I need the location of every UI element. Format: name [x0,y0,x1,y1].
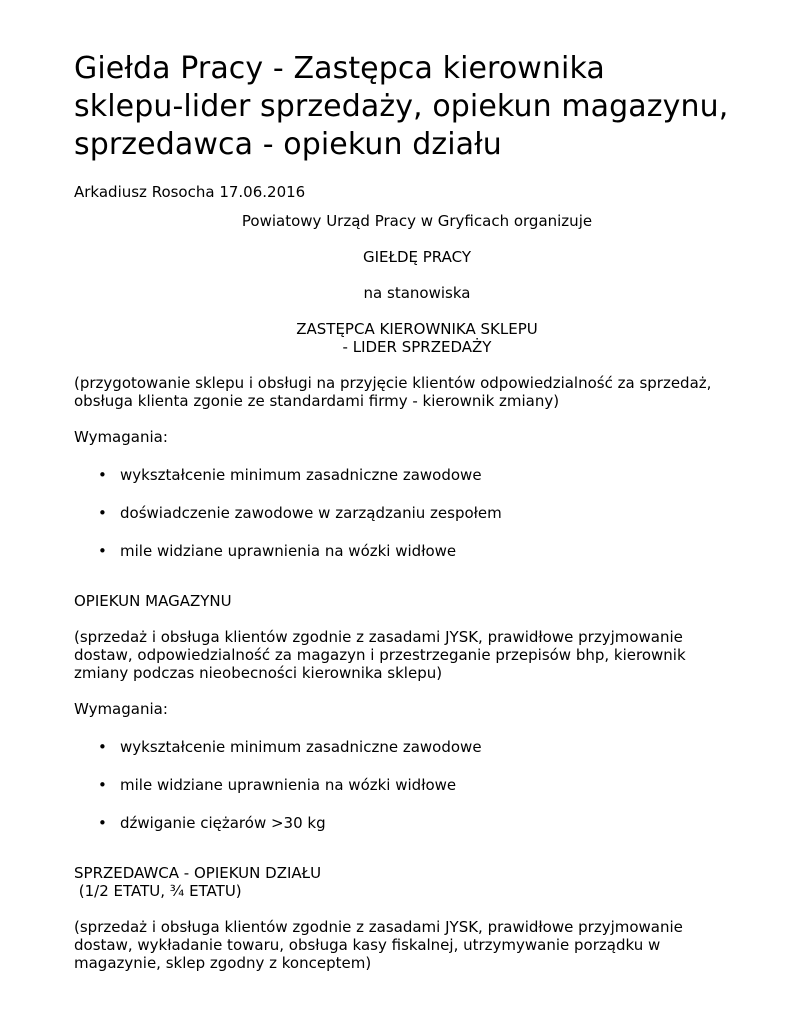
title-line: sprzedawca - opiekun działu [74,127,502,162]
author-date: Arkadiusz Rosocha 17.06.2016 [74,183,306,201]
heading-line: SPRZEDAWCA - OPIEKUN DZIAŁU [74,864,322,882]
list-item-text: mile widziane uprawnienia na wózki widłowe [120,542,457,560]
section2-heading: OPIEKUN MAGAZYNU [74,592,232,610]
heading-line: (1/2 ETATU, ¾ ETATU) [74,882,242,900]
document-page [74,50,764,972]
list-item [74,466,764,484]
bullet-icon: • [98,504,107,522]
intro-positions-label: na stanowiska [363,284,471,302]
list-item-text: dźwiganie ciężarów >30 kg [120,814,326,832]
list-item [74,504,764,522]
list-item [74,814,764,832]
desc-line: (sprzedaż i obsługa klientów zgodnie z zasadami JYSK, prawidłowe przyjmowanie [74,628,683,646]
desc-line: (sprzedaż i obsługa klientów zgodnie z zasadami JYSK, prawidłowe przyjmowanie [74,918,683,936]
bullet-icon: • [98,776,107,794]
position-heading-1 [74,320,760,356]
bullet-icon: • [98,542,107,560]
section1-requirements-label: Wymagania: [74,428,168,446]
bullet-icon: • [98,738,107,756]
title-line: Giełda Pracy - Zastępca kierownika [74,51,605,86]
section3-description [74,918,764,972]
list-item-text: wykształcenie minimum zasadniczne zawodowe [120,738,482,756]
list-item [74,776,764,794]
title-line: sklepu-lider sprzedaży, opiekun magazynu, [74,89,729,124]
intro-organizer: Powiatowy Urząd Pracy w Gryficach organizuje [241,212,593,230]
position-heading-line: ZASTĘPCA KIEROWNIKA SKLEPU [296,320,538,338]
section3-heading [74,864,764,900]
list-item [74,542,764,560]
bullet-icon: • [98,814,107,832]
list-item [74,738,764,756]
desc-line: dostaw, wykładanie towaru, obsługa kasy fiskalnej, utrzymywanie porządku w [74,936,661,954]
list-item-text: mile widziane uprawnienia na wózki widłowe [120,776,457,794]
list-item-text: wykształcenie minimum zasadniczne zawodowe [120,466,482,484]
desc-line: obsługa klienta zgonie ze standardami firmy - kierownik zmiany) [74,392,560,410]
page-title [74,50,764,164]
desc-line: magazynie, sklep zgodny z konceptem) [74,954,372,972]
section2-requirements-list [74,738,764,832]
list-item-text: doświadczenie zawodowe w zarządzaniu zespołem [120,504,502,522]
bullet-icon: • [98,466,107,484]
desc-line: (przygotowanie sklepu i obsługi na przyjęcie klientów odpowiedzialność za sprzedaż, [74,374,712,392]
section2-requirements-label: Wymagania: [74,700,168,718]
section2-description [74,628,764,682]
desc-line: dostaw, odpowiedzialność za magazyn i przestrzeganie przepisów bhp, kierownik [74,646,686,664]
desc-line: zmiany podczas nieobecności kierownika sklepu) [74,664,443,682]
position-heading-line: - LIDER SPRZEDAŻY [342,338,492,356]
section1-description [74,374,764,410]
section1-requirements-list [74,466,764,560]
intro-event: GIEŁDĘ PRACY [363,248,471,266]
